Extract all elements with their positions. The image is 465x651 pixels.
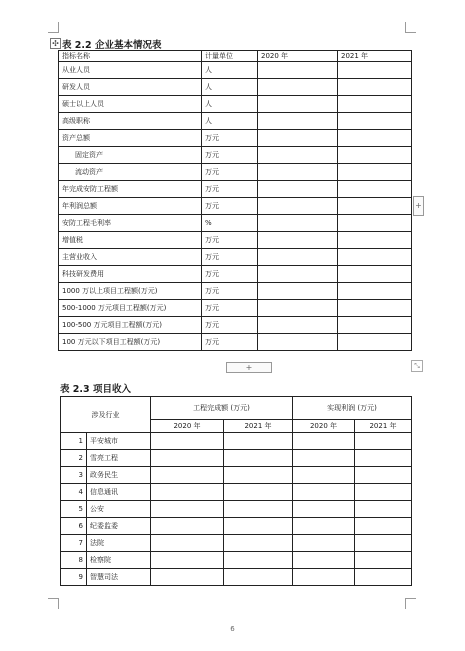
table-row bbox=[59, 300, 412, 317]
profit-2021-cell[interactable] bbox=[355, 501, 412, 518]
unit-cell: 人 bbox=[202, 62, 258, 79]
indicator-name-cell: 500-1000 万元项目工程额(万元) bbox=[59, 300, 202, 317]
project-income-table bbox=[60, 396, 412, 586]
table-row bbox=[59, 232, 412, 249]
value-2020-cell[interactable] bbox=[258, 181, 338, 198]
revenue-2020-cell[interactable] bbox=[151, 501, 224, 518]
unit-cell: 万元 bbox=[202, 164, 258, 181]
unit-cell: 万元 bbox=[202, 266, 258, 283]
table-row bbox=[59, 96, 412, 113]
indicator-name-cell: 100-500 万元项目工程额(万元) bbox=[59, 317, 202, 334]
revenue-2021-cell[interactable] bbox=[224, 535, 293, 552]
add-row-button[interactable]: + bbox=[226, 362, 272, 373]
unit-cell: 万元 bbox=[202, 181, 258, 198]
revenue-2020-cell[interactable] bbox=[151, 467, 224, 484]
row-number-cell: 4 bbox=[61, 484, 87, 501]
value-2021-cell[interactable] bbox=[338, 232, 412, 249]
revenue-2021-cell[interactable] bbox=[224, 433, 293, 450]
indicator-name-cell: 科技研发费用 bbox=[59, 266, 202, 283]
indicator-name-cell: 资产总额 bbox=[59, 130, 202, 147]
indicator-name-cell: 1000 万以上项目工程额(万元) bbox=[59, 283, 202, 300]
industry-name-cell: 平安城市 bbox=[87, 433, 151, 450]
value-2021-cell[interactable] bbox=[338, 249, 412, 266]
table-row bbox=[61, 569, 412, 586]
profit-2020-cell[interactable] bbox=[293, 535, 355, 552]
table-row bbox=[61, 467, 412, 484]
table-row bbox=[59, 113, 412, 130]
table-row bbox=[61, 501, 412, 518]
header-cell: 涉及行业 bbox=[61, 397, 151, 433]
indicator-name-cell: 研发人员 bbox=[59, 79, 202, 96]
table-row bbox=[61, 535, 412, 552]
value-2020-cell[interactable] bbox=[258, 79, 338, 96]
indicator-name-cell: 100 万元以下项目工程额(万元) bbox=[59, 334, 202, 351]
unit-cell: 人 bbox=[202, 113, 258, 130]
header-cell: 工程完成额 (万元) bbox=[151, 397, 293, 420]
indicator-name-cell: 流动资产 bbox=[59, 164, 202, 181]
page-corner-mark bbox=[405, 598, 416, 609]
indicator-name-cell: 硕士以上人员 bbox=[59, 96, 202, 113]
table1-title: 表 2.2 企业基本情况表 bbox=[62, 40, 162, 51]
row-number-cell: 3 bbox=[61, 467, 87, 484]
unit-cell: 万元 bbox=[202, 317, 258, 334]
value-2020-cell[interactable] bbox=[258, 215, 338, 232]
revenue-2020-cell[interactable] bbox=[151, 433, 224, 450]
revenue-2020-cell[interactable] bbox=[151, 552, 224, 569]
header-cell: 指标名称 bbox=[59, 51, 202, 62]
industry-name-cell: 公安 bbox=[87, 501, 151, 518]
profit-2021-cell[interactable] bbox=[355, 569, 412, 586]
profit-2020-cell[interactable] bbox=[293, 433, 355, 450]
table-row bbox=[61, 552, 412, 569]
profit-2020-cell[interactable] bbox=[293, 467, 355, 484]
header-cell: 计量单位 bbox=[202, 51, 258, 62]
value-2021-cell[interactable] bbox=[338, 181, 412, 198]
value-2020-cell[interactable] bbox=[258, 164, 338, 181]
row-number-cell: 8 bbox=[61, 552, 87, 569]
value-2021-cell[interactable] bbox=[338, 215, 412, 232]
unit-cell: 人 bbox=[202, 79, 258, 96]
unit-cell: % bbox=[202, 215, 258, 232]
profit-2020-cell[interactable] bbox=[293, 450, 355, 467]
table-row bbox=[61, 450, 412, 467]
table-row bbox=[59, 283, 412, 300]
profit-2020-cell[interactable] bbox=[293, 552, 355, 569]
row-number-cell: 9 bbox=[61, 569, 87, 586]
table-row bbox=[59, 215, 412, 232]
unit-cell: 万元 bbox=[202, 283, 258, 300]
header-cell: 实现利润 (万元) bbox=[293, 397, 412, 420]
profit-2020-cell[interactable] bbox=[293, 569, 355, 586]
value-2020-cell[interactable] bbox=[258, 266, 338, 283]
revenue-2021-cell[interactable] bbox=[224, 450, 293, 467]
value-2020-cell[interactable] bbox=[258, 96, 338, 113]
revenue-2021-cell[interactable] bbox=[224, 467, 293, 484]
indicator-name-cell: 高级职称 bbox=[59, 113, 202, 130]
indicator-name-cell: 年利润总额 bbox=[59, 198, 202, 215]
table2-title: 表 2.3 项目收入 bbox=[60, 384, 131, 395]
unit-cell: 万元 bbox=[202, 232, 258, 249]
profit-2021-cell[interactable] bbox=[355, 518, 412, 535]
table-header-row bbox=[59, 51, 412, 62]
value-2021-cell[interactable] bbox=[338, 334, 412, 351]
page-corner-mark bbox=[48, 598, 59, 609]
industry-name-cell: 信息通讯 bbox=[87, 484, 151, 501]
table-row bbox=[59, 164, 412, 181]
profit-2021-cell[interactable] bbox=[355, 467, 412, 484]
indicator-name-cell: 增值税 bbox=[59, 232, 202, 249]
value-2021-cell[interactable] bbox=[338, 113, 412, 130]
page-number: 6 bbox=[230, 625, 235, 633]
unit-cell: 万元 bbox=[202, 130, 258, 147]
table-row bbox=[61, 518, 412, 535]
header-cell: 2021 年 bbox=[338, 51, 412, 62]
value-2021-cell[interactable] bbox=[338, 300, 412, 317]
industry-name-cell: 雪亮工程 bbox=[87, 450, 151, 467]
indicator-name-cell: 年完成安防工程额 bbox=[59, 181, 202, 198]
table-row bbox=[59, 266, 412, 283]
table-row bbox=[59, 334, 412, 351]
revenue-2021-cell[interactable] bbox=[224, 569, 293, 586]
value-2021-cell[interactable] bbox=[338, 79, 412, 96]
revenue-2021-cell[interactable] bbox=[224, 484, 293, 501]
value-2021-cell[interactable] bbox=[338, 283, 412, 300]
industry-name-cell: 纪委监委 bbox=[87, 518, 151, 535]
value-2020-cell[interactable] bbox=[258, 249, 338, 266]
header-cell: 2021 年 bbox=[355, 420, 412, 433]
revenue-2021-cell[interactable] bbox=[224, 501, 293, 518]
revenue-2020-cell[interactable] bbox=[151, 518, 224, 535]
profit-2021-cell[interactable] bbox=[355, 433, 412, 450]
table-row bbox=[59, 147, 412, 164]
indicator-name-cell: 固定资产 bbox=[59, 147, 202, 164]
value-2021-cell[interactable] bbox=[338, 198, 412, 215]
unit-cell: 万元 bbox=[202, 198, 258, 215]
row-number-cell: 6 bbox=[61, 518, 87, 535]
enterprise-basic-info-table bbox=[58, 50, 412, 351]
table-row bbox=[59, 62, 412, 79]
header-cell: 2020 年 bbox=[258, 51, 338, 62]
value-2021-cell[interactable] bbox=[338, 96, 412, 113]
unit-cell: 人 bbox=[202, 96, 258, 113]
row-number-cell: 5 bbox=[61, 501, 87, 518]
row-number-cell: 1 bbox=[61, 433, 87, 450]
profit-2021-cell[interactable] bbox=[355, 535, 412, 552]
profit-2020-cell[interactable] bbox=[293, 501, 355, 518]
value-2020-cell[interactable] bbox=[258, 130, 338, 147]
revenue-2021-cell[interactable] bbox=[224, 518, 293, 535]
page-corner-mark bbox=[48, 22, 59, 33]
profit-2020-cell[interactable] bbox=[293, 518, 355, 535]
industry-name-cell: 政务民生 bbox=[87, 467, 151, 484]
table-row bbox=[59, 181, 412, 198]
header-cell: 2020 年 bbox=[151, 420, 224, 433]
profit-2021-cell[interactable] bbox=[355, 450, 412, 467]
revenue-2020-cell[interactable] bbox=[151, 569, 224, 586]
table-move-handle-icon[interactable]: ✣ bbox=[50, 38, 61, 49]
profit-2020-cell[interactable] bbox=[293, 484, 355, 501]
value-2020-cell[interactable] bbox=[258, 147, 338, 164]
value-2020-cell[interactable] bbox=[258, 317, 338, 334]
value-2021-cell[interactable] bbox=[338, 266, 412, 283]
industry-name-cell: 检察院 bbox=[87, 552, 151, 569]
page-corner-mark bbox=[405, 22, 416, 33]
revenue-2020-cell[interactable] bbox=[151, 484, 224, 501]
indicator-name-cell: 安防工程毛利率 bbox=[59, 215, 202, 232]
table-row bbox=[59, 130, 412, 147]
value-2021-cell[interactable] bbox=[338, 317, 412, 334]
table-row bbox=[61, 433, 412, 450]
value-2021-cell[interactable] bbox=[338, 164, 412, 181]
value-2021-cell[interactable] bbox=[338, 130, 412, 147]
table-row bbox=[59, 317, 412, 334]
row-number-cell: 2 bbox=[61, 450, 87, 467]
revenue-2020-cell[interactable] bbox=[151, 450, 224, 467]
value-2020-cell[interactable] bbox=[258, 113, 338, 130]
value-2020-cell[interactable] bbox=[258, 198, 338, 215]
table-row bbox=[59, 198, 412, 215]
header-cell: 2021 年 bbox=[224, 420, 293, 433]
value-2020-cell[interactable] bbox=[258, 232, 338, 249]
value-2021-cell[interactable] bbox=[338, 62, 412, 79]
revenue-2021-cell[interactable] bbox=[224, 552, 293, 569]
unit-cell: 万元 bbox=[202, 300, 258, 317]
value-2021-cell[interactable] bbox=[338, 147, 412, 164]
row-number-cell: 7 bbox=[61, 535, 87, 552]
unit-cell: 万元 bbox=[202, 249, 258, 266]
industry-name-cell: 法院 bbox=[87, 535, 151, 552]
add-column-button[interactable]: + bbox=[413, 196, 424, 216]
unit-cell: 万元 bbox=[202, 334, 258, 351]
table-header-row bbox=[61, 397, 412, 420]
revenue-2020-cell[interactable] bbox=[151, 535, 224, 552]
profit-2021-cell[interactable] bbox=[355, 552, 412, 569]
value-2020-cell[interactable] bbox=[258, 283, 338, 300]
table-row bbox=[59, 79, 412, 96]
table-row bbox=[59, 249, 412, 266]
value-2020-cell[interactable] bbox=[258, 300, 338, 317]
industry-name-cell: 智慧司法 bbox=[87, 569, 151, 586]
table-resize-handle-icon[interactable]: ⤡ bbox=[411, 360, 423, 372]
table-row bbox=[61, 484, 412, 501]
profit-2021-cell[interactable] bbox=[355, 484, 412, 501]
value-2020-cell[interactable] bbox=[258, 62, 338, 79]
header-cell: 2020 年 bbox=[293, 420, 355, 433]
unit-cell: 万元 bbox=[202, 147, 258, 164]
indicator-name-cell: 从业人员 bbox=[59, 62, 202, 79]
value-2020-cell[interactable] bbox=[258, 334, 338, 351]
indicator-name-cell: 主营业收入 bbox=[59, 249, 202, 266]
